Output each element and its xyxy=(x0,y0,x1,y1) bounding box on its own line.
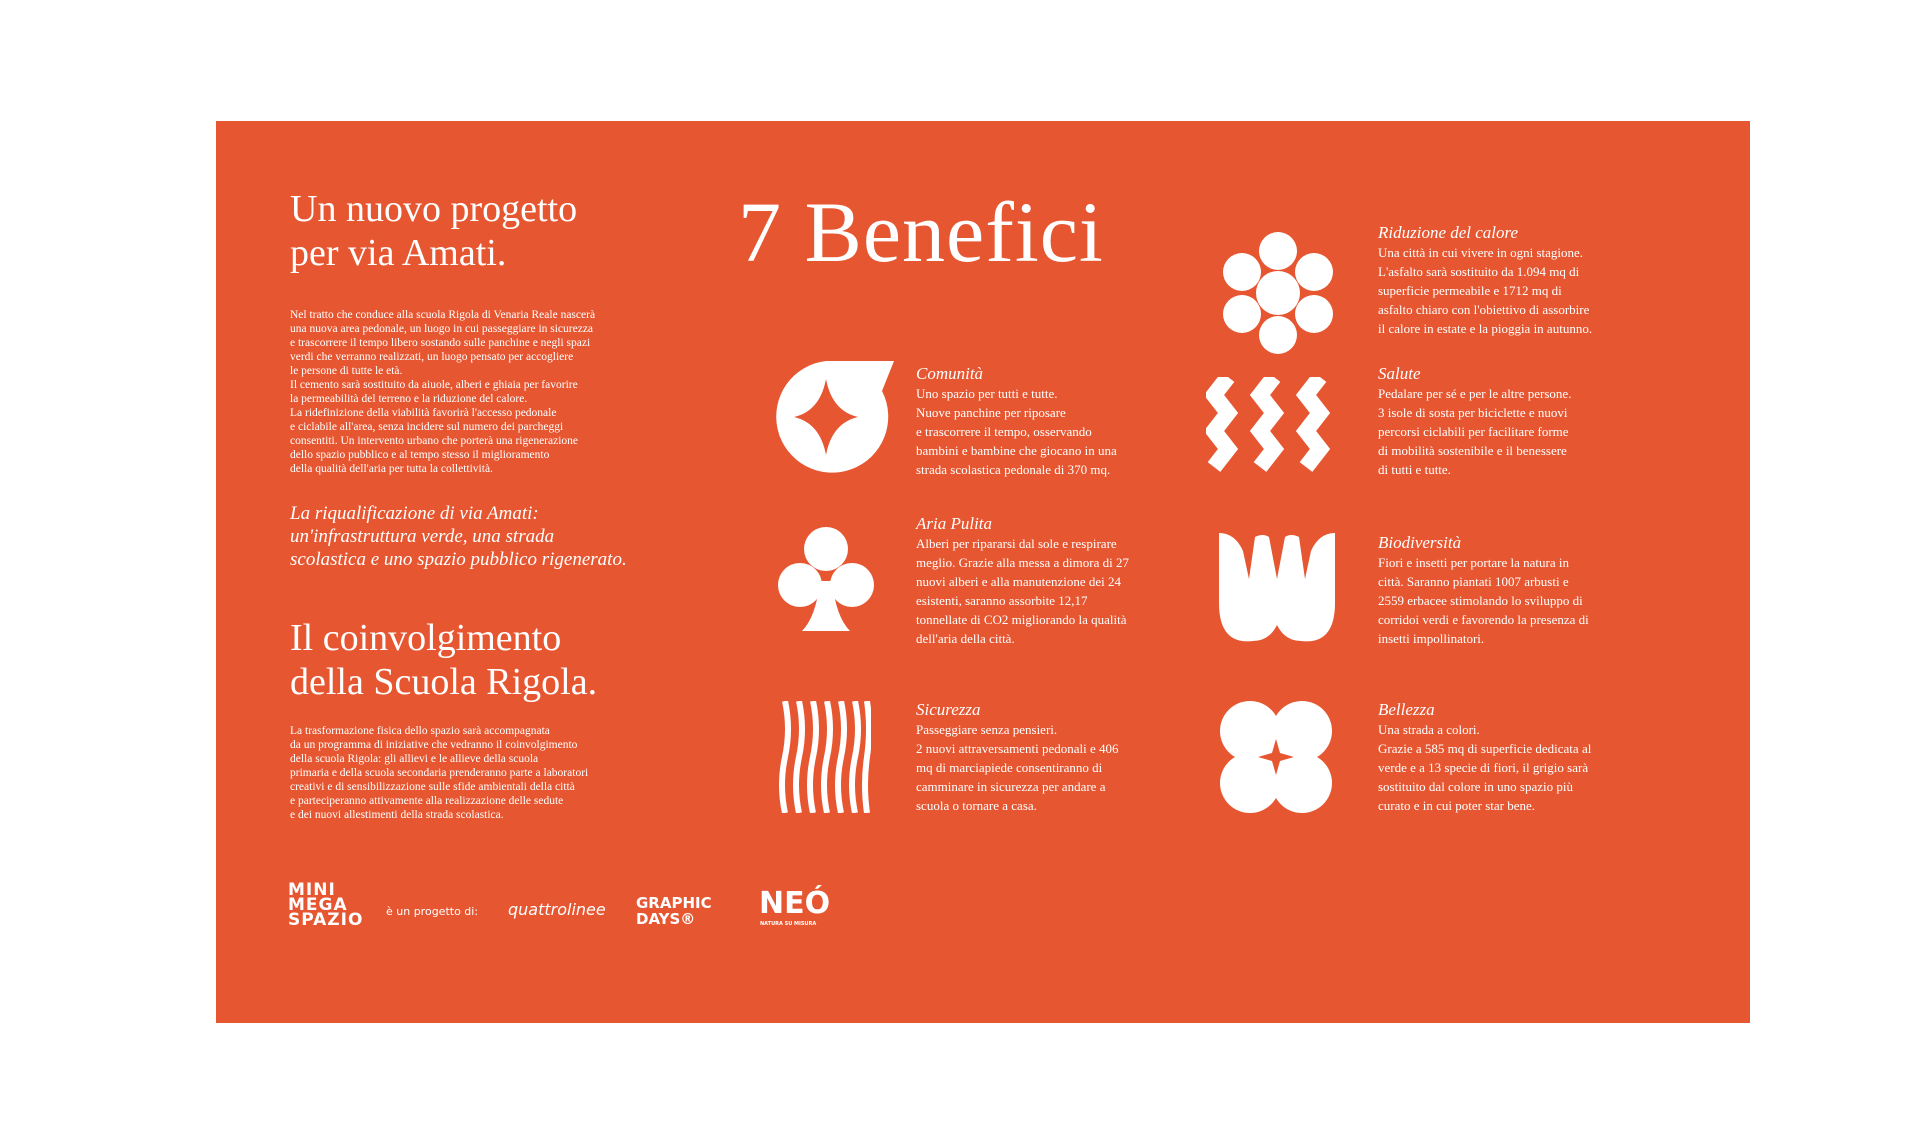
text-line: Nel tratto che conduce alla scuola Rigola di Venaria Reale nascerà xyxy=(290,309,596,321)
text-line: scuola o tornare a casa. xyxy=(916,798,1037,813)
text-line: Alberi per ripararsi dal sole e respirare xyxy=(916,536,1117,551)
text-line: e parteciperanno attivamente alla realizzazione delle sedute xyxy=(290,795,564,807)
heading-line: per via Amati. xyxy=(290,232,507,274)
benefit-heat-reduction xyxy=(1378,223,1658,338)
text-line: superficie permeabile e 1712 mq di xyxy=(1378,283,1562,298)
text-line: Grazie a 585 mq di superficie dedicata al xyxy=(1378,741,1592,756)
text-line: 3 isole di sosta per biciclette e nuovi xyxy=(1378,405,1568,420)
text-line: Il cemento sarà sostituito da aiuole, alberi e ghiaia per favorire xyxy=(290,379,578,391)
text-line: meglio. Grazie alla messa a dimora di 27 xyxy=(916,555,1129,570)
text-line: primaria e della scuola secondaria prenderanno parte a laboratori xyxy=(290,767,589,779)
poster xyxy=(216,121,1750,1023)
heading-line: Il coinvolgimento xyxy=(290,617,562,659)
logo-line: DAYS® xyxy=(636,910,696,928)
text-line: 2 nuovi attraversamenti pedonali e 406 xyxy=(916,741,1119,756)
text-line: camminare in sicurezza per andare a xyxy=(916,779,1106,794)
text-line: sostituito dal colore in uno spazio più xyxy=(1378,779,1573,794)
text-line: Una città in cui vivere in ogni stagione. xyxy=(1378,245,1584,260)
benefit-safety xyxy=(916,700,1176,815)
text-line: dello spazio pubblico e al tempo stesso il miglioramento xyxy=(290,449,550,461)
text-line: Uno spazio per tutti e tutte. xyxy=(916,386,1058,401)
benefit-title: Riduzione del calore xyxy=(1378,223,1519,242)
text-line: scolastica e uno spazio pubblico rigenerato. xyxy=(290,549,627,570)
text-line: L'asfalto sarà sostituito da 1.094 mq di xyxy=(1378,264,1580,279)
benefit-text xyxy=(916,384,1166,479)
beauty-icon xyxy=(1216,697,1336,817)
benefit-text xyxy=(916,720,1176,815)
text-line: insetti impollinatori. xyxy=(1378,631,1485,646)
text-line: della scuola Rigola: gli allievi e le allieve della scuola xyxy=(290,753,539,765)
logo-line: GRAPHIC xyxy=(636,894,712,912)
text-line: Pedalare per sé e per le altre persone. xyxy=(1378,386,1572,401)
benefit-title: Sicurezza xyxy=(916,700,981,719)
benefit-title: Salute xyxy=(1378,364,1421,383)
heat-reduction-icon xyxy=(1216,231,1340,355)
benefit-title: Biodiversità xyxy=(1378,533,1462,552)
heading-line: della Scuola Rigola. xyxy=(290,661,598,703)
text-line: verde e a 13 specie di fiori, il grigio sarà xyxy=(1378,760,1589,775)
text-line: di mobilità sostenibile e il benessere xyxy=(1378,443,1567,458)
text-line: consentiti. Un intervento urbano che porterà una rigenerazione xyxy=(290,435,579,447)
text-line: strada scolastica pedonale di 370 mq. xyxy=(916,462,1111,477)
text-line: una nuova area pedonale, un luogo in cui passeggiare in sicurezza xyxy=(290,323,594,335)
text-line: verdi che verranno realizzati, un luogo pensato per accogliere xyxy=(290,351,574,363)
text-line: mq di marciapiede consentiranno di xyxy=(916,760,1103,775)
text-line: percorsi ciclabili per facilitare forme xyxy=(1378,424,1569,439)
benefit-biodiversity xyxy=(1378,533,1638,648)
text-line: e trascorrere il tempo libero sostando sulle panchine e negli spazi xyxy=(290,337,591,349)
text-line: corridoi verdi e favorendo la presenza di xyxy=(1378,612,1589,627)
lead-quote xyxy=(290,502,710,571)
minimegaspazio-logo xyxy=(288,880,364,930)
text-line: esistenti, saranno assorbite 12,17 xyxy=(916,593,1088,608)
heading-school xyxy=(290,616,597,704)
school-paragraph xyxy=(290,724,690,822)
text-line: Una strada a colori. xyxy=(1378,722,1480,737)
text-line: e trascorrere il tempo, osservando xyxy=(916,424,1092,439)
text-line: la permeabilità del terreno e la riduzione del calore. xyxy=(290,393,528,405)
biodiversity-icon xyxy=(1219,533,1335,645)
text-line: curato e in cui poter star bene. xyxy=(1378,798,1536,813)
benefit-text xyxy=(1378,553,1638,648)
heading-new-project xyxy=(290,187,577,275)
heading-line: Un nuovo progetto xyxy=(290,188,578,230)
text-line: creativi e di sensibilizzazione sulle sfide ambientali della città xyxy=(290,781,575,793)
safety-icon xyxy=(779,701,871,813)
intro-paragraph xyxy=(290,308,670,476)
benefit-clean-air xyxy=(916,514,1176,648)
text-line: dell'aria della città. xyxy=(916,631,1015,646)
text-line: La ridefinizione della viabilità favorirà l'accesso pedonale xyxy=(290,407,557,419)
text-line: bambini e bambine che giocano in una xyxy=(916,443,1117,458)
benefit-title: Aria Pulita xyxy=(916,514,993,533)
neo-logo-subtitle: NATURA SU MISURA xyxy=(760,921,817,927)
benefit-community xyxy=(916,364,1166,479)
text-line: da un programma di iniziative che vedranno il coinvolgimento xyxy=(290,739,578,751)
benefit-health xyxy=(1378,364,1638,479)
text-line: nuovi alberi e alla manutenzione dei 24 xyxy=(916,574,1122,589)
text-line: e dei nuovi allestimenti della strada scolastica. xyxy=(290,809,504,821)
text-line: il calore in estate e la pioggia in autunno. xyxy=(1378,321,1593,336)
benefits-title: 7 Benefici xyxy=(738,184,1104,280)
benefit-beauty xyxy=(1378,700,1638,815)
neo-logo: NEÓ xyxy=(759,886,831,921)
text-line: La trasformazione fisica dello spazio sarà accompagnata xyxy=(290,725,550,737)
text-line: le persone di tutte le età. xyxy=(290,365,403,377)
logo-line: MINI xyxy=(288,880,336,900)
text-line: tonnellate di CO2 migliorando la qualità xyxy=(916,612,1127,627)
logo-line: SPAZIO xyxy=(288,910,364,930)
benefit-text xyxy=(1378,384,1638,479)
clean-air-icon xyxy=(770,521,882,633)
health-icon xyxy=(1206,377,1342,477)
text-line: La riqualificazione di via Amati: xyxy=(290,503,539,524)
text-line: asfalto chiaro con l'obiettivo di assorbire xyxy=(1378,302,1590,317)
graphic-days-logo xyxy=(636,895,712,927)
benefit-text xyxy=(916,534,1176,648)
benefit-title: Bellezza xyxy=(1378,700,1435,719)
text-line: e ciclabile all'area, senza incidere sul numero dei parcheggi xyxy=(290,421,564,433)
text-line: Fiori e insetti per portare la natura in xyxy=(1378,555,1569,570)
text-line: Nuove panchine per riposare xyxy=(916,405,1066,420)
logo-line: MEGA xyxy=(288,895,348,915)
benefit-text xyxy=(1378,720,1638,815)
benefit-text xyxy=(1378,243,1658,338)
text-line: della qualità dell'aria per tutta la collettività. xyxy=(290,463,493,475)
text-line: Passeggiare senza pensieri. xyxy=(916,722,1058,737)
text-line: città. Saranno piantati 1007 arbusti e xyxy=(1378,574,1569,589)
text-line: 2559 erbacee stimolando lo sviluppo di xyxy=(1378,593,1583,608)
quattrolinee-logo: quattrolinee xyxy=(508,900,606,919)
text-line: un'infrastruttura verde, una strada xyxy=(290,526,555,547)
community-icon xyxy=(758,361,894,473)
text-line: di tutti e tutte. xyxy=(1378,462,1451,477)
project-by-label: è un progetto di: xyxy=(386,905,479,918)
benefit-title: Comunità xyxy=(916,364,984,383)
